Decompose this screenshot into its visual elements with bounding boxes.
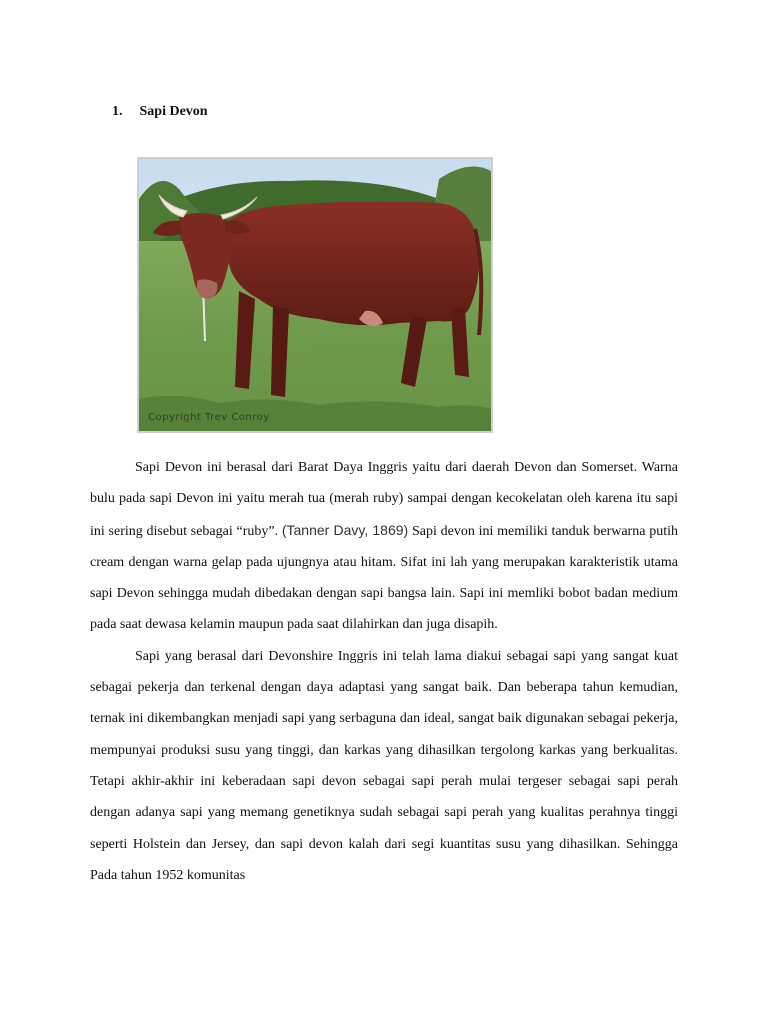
- section-heading: [112, 104, 208, 120]
- photo-watermark: Copyright Trev Conroy: [148, 412, 270, 423]
- devon-cattle-photo: [137, 157, 493, 433]
- section-title: Sapi Devon: [139, 104, 208, 119]
- paragraph-1-text-b: Sapi devon ini memiliki tanduk berwarna putih cream dengan warna gelap pada ujungnya atau hitam. Sifat ini lah yang merupakan karakteristik utama sapi Devon sehingga mudah dibedakan dengan sapi bangsa lain. Sapi ini memliki bobot badan medium pada saat dewasa kelamin maupun pada saat dilahirkan dan juga disapih.: [90, 523, 678, 633]
- body-text: [90, 452, 678, 891]
- paragraph-1: [90, 452, 678, 641]
- citation: (Tanner Davy, 1869): [281, 521, 409, 538]
- paragraph-2: Sapi yang berasal dari Devonshire Inggris ini telah lama diakui sebagai sapi yang sangat kuat sebagai pekerja dan terkenal dengan daya adaptasi yang sangat baik. Dan beberapa tahun kemudian, ternak ini dikembangkan menjadi sapi yang serbaguna dan ideal, sangat baik digunakan sebagai pekerja, mempunyai produksi susu yang tinggi, dan karkas yang dihasilkan tergolong karkas yang berkualitas. Tetapi akhir-akhir ini keberadaan sapi devon sebagai sapi perah mulai tergeser sebagai sapi perah dengan adanya sapi yang memang genetiknya sudah sebagai sapi perah yang kualitas perahnya tinggi seperti Holstein dan Jersey, dan sapi devon kalah dari segi kuantitas susu yang dihasilkan. Sehingga Pada tahun 1952 komunitas: [90, 648, 678, 883]
- paragraph-1-text-a: Sapi Devon ini berasal dari Barat Daya Inggris yaitu dari daerah Devon dan Somerset. Warna bulu pada sapi Devon ini yaitu merah tua (merah ruby) sampai dengan kecokelatan oleh karena itu sapi ini sering disebut sebagai “ruby”.: [90, 460, 678, 539]
- section-number: 1.: [112, 104, 123, 119]
